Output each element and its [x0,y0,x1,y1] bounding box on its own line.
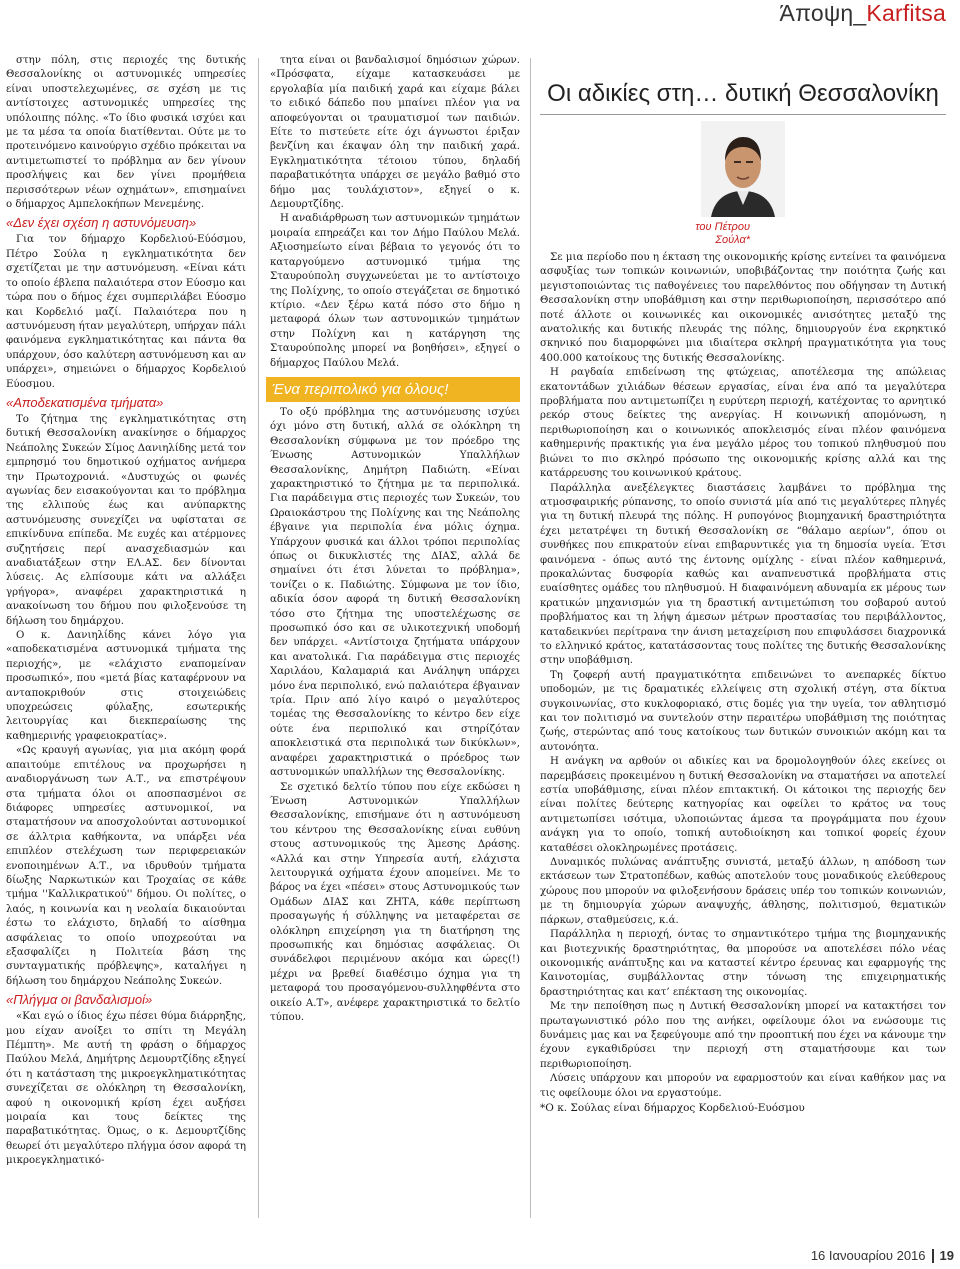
page-number: 19 [939,1248,954,1263]
opinion-paragraph: Δυναμικός πυλώνας ανάπτυξης συνιστά, μεταξύ άλλων, η απόδοση των εκτάσεων των Στρατοπέδων, καθώς αποτελούν τους μοναδικούς ελεύθερους χώρους που μπορούν να φιλοξενήσουν δράσεις υπέρ του τοπικών κοινωνιών, με τη δημιουργία χώρων αναψυχής, άθλησης, πολιτισμού, θεματικών πάρκων, σταθμεύσεις, κ.ά. [540,857,946,926]
opinion-body [540,251,946,1101]
article-column-1 [6,54,246,1169]
body-paragraph: Σε σχετικό δελτίο τύπου που είχε εκδώσει η Ένωση Αστυνομικών Υπαλλήλων Θεσσαλονίκης, επισήμανε ότι η αστυνόμευση του κέντρου της Θεσσαλονίκης είναι ευθύνη στους αστυνομικούς της Άμεσης Δράσης. «Αλλά και στην Υπηρεσία αυτή, ελάχιστα λειτουργικά οχήματα έχουν απομείνει. Με το βάρος να έχει «πέσει» στους Αστυνομικούς των Ομάδων ΔΙΑΣ και ΖΗΤΑ, κάθε περίπτωση προσαγωγής ή σύλληψης να μεταφέρεται σε ολόκληρη επιχείρηση για τη διατήρηση της προσωπικής και δημόσιας ασφάλειας. Οι συνάδελφοι περιμένουν ακόμα και ώρες(!) μέχρι να βρεθεί διαθέσιμο όχημα για τη μεταφορά του προσαγόμενου-συλληφθέντα στο οικείο Α.Τ», ανέφερε χαρακτηριστικά το δελτίο τύπου. [270,781,520,1023]
subheading: «Αποδεκατισμένα τμήματα» [6,394,164,410]
opinion-title: Οι αδικίες στη… δυτική Θεσσαλονίκη [547,80,939,107]
title-rule [540,114,946,115]
issue-date: 16 Ιανουαρίου 2016 [810,1248,926,1263]
subheading: «Πλήγμα οι βανδαλισμοί» [6,992,153,1008]
opinion-paragraph: Η ραγδαία επιδείνωση της φτώχειας, αποτέλεσμα της απώλειας εκατοντάδων χιλιάδων θέσεων εργασίας, είναι ένα από τα μεγαλύτερα προβλήματα που αντιμετωπίζει η ευρύτερη περιοχή, κατέχοντας το αρνητικό ρεκόρ στους δείκτες της ανεργίας. Η κοινωνική απομόνωση, η περιθωριοποίηση και ο κοινωνικός αποκλεισμός είναι πλέον φαινόμενα καθημερινής πρακτικής για ένα μεγάλο μέρος του τοπικού πληθυσμού που βιώνει το πιο σκληρό πρόσωπο της οικονομικής κρίσης αλλά και της κατάρρευσης του κοινωνικού κράτους. [540,367,946,480]
opinion-paragraph: Σε μια περίοδο που η έκταση της οικονομικής κρίσης εντείνει τα φαινόμενα ασφυξίας των τοπικών κοινωνιών, υποβιβάζοντας την ποιότητα ζωής και μεγιστοποιώντας τις παθογένειες του παρελθόντος που οδήγησαν τη Δυτική Θεσσαλονίκη στην υποβάθμιση και στην περιθωριοποίηση, περισσότερο από ποτέ άλλοτε οι κοινωνικές και οικονομικές ανισότητες μεταξύ της ανατολικής και δυτικής πλευράς της πόλης, δημιουργούν ένα εκρηκτικό σκηνικό που διαμορφώνει μια ιδιαίτερα σκληρή πραγματικότητα για τους 400.000 κατοίκους της δυτικής Θεσσαλονίκης. [540,252,946,364]
body-paragraph: τητα είναι οι βανδαλισμοί δημόσιων χώρων. «Πρόσφατα, είχαμε κατασκευάσει με εργολαβία μία παιδική χαρά και είχαμε βάλει το ειδικό δάπεδο που μπαίνει πλέον για να αποφεύγονται οι τραυματισμοί των παιδιών. Είτε το πιστεύετε είτε όχι άγνωστοι έριξαν βενζίνη και έκαψαν όλη την παιδική χαρά. Εγκληματικότητα τέτοιου τύπου, δηλαδή παραβατικότητα υπάρχει σε μεγάλο βαθμό στο δήμο μας τουλάχιστον», εξηγεί ο κ. Δεμουρτζίδης. [270,55,520,211]
callout-heading: Ένα περιπολικό για όλους! [272,380,449,398]
opinion-paragraph: Λύσεις υπάρχουν και μπορούν να εφαρμοστούν και είναι καθήκον μας να τις οφείλουμε όλοι να εργαστούμε. [540,1073,946,1099]
page-header [780,0,946,36]
opinion-column [540,70,946,1115]
opinion-paragraph: Παράλληλα ανεξέλεγκτες διαστάσεις λαμβάνει το πρόβλημα της ατμοσφαιρικής ρύπανσης, το οποίο συνιστά μία από τις μεγαλύτερες πληγές για τη δυτική πλευρά της πόλης. Η ρυπογόνος βιομηχανική δραστηριότητα έχει μετατρέψει τη δυτική Θεσσαλονίκη σε “θάλαμο αερίων”, όπου οι συνθήκες που επικρατούν είναι επιβαρυντικές για τη δημοσία υγεία. Έτσι φαινόμενα - όπως αυτό της έντονης ομίχλης - είναι πλέον καθημερινά, προκαλώντας δυσφορία καθώς και αναπνευστικά προβλήματα στις ευαίσθητες ομάδες του πληθυσμού. Η διαφαινόμενη αδυναμία εκ μέρους των κρατικών μηχανισμών για τη δραστική αντιμετώπιση του σοβαρού αυτού προβλήματος και τη λήψη άμεσων μέτρων προστασίας του περιβάλλοντος, καταδεικνύει περίτρανα την άνιση μεταχείριση που επιφυλάσσει διαχρονικά το ελληνικό κράτος, κατατάσσοντας τους πολίτες της δυτικής Θεσσαλονίκης στην υποβάθμιση. [540,482,946,667]
author-byline: του Πέτρου Σούλα* [695,221,750,246]
body-paragraph: Για τον δήμαρχο Κορδελιού-Εύόσμου, Πέτρο Σούλα η εγκληματικότητα δεν σχετίζεται με την αστυνόμευση. «Είναι κάτι το οποίο έβλεπα παλαιότερα στον Εύοσμο και τώρα που ο δήμος έχει συμπεριλάβει Εύοσμο και Κορδελιό μαζί. Παλαιότερα που η αστυνόμευση ήταν μεγαλύτερη, υπήρχαν πάλι φαινόμενα εγκληματικότητας και πάντα θα υπάρχουν, όσο καλύτερη αστυνόμευση και αν υπάρχει», σημειώνει ο δήμαρχος Κορδελιού Εύοσμου. [6,234,246,390]
column-divider [530,58,531,1218]
page-footer [811,1248,954,1263]
body-paragraph: στην πόλη, στις περιοχές της δυτικής Θεσσαλονίκης οι αστυνομικές υπηρεσίες είναι υποστελεχωμένες, σε σχέση με τις αντίστοιχες αστυνομικές υπηρεσίες της υπόλοιπης πόλης. «Το ίδιο φυσικά ισχύει και με τα μέσα τα οποία διατίθενται. Ούτε με το προτεινόμενο καινούργιο σχέδιο πρόκειται να αντιμετωπιστεί το πρόβλημα αν δεν γίνουν προσλήψεις και δεν γίνει προμήθεια περισσότερων νέων οχημάτων», επισημαίνει ο δήμαρχος Αμπελοκήπων Μενεμένης. [6,55,246,211]
opinion-paragraph: Τη ζοφερή αυτή πραγματικότητα επιδεινώνει το ανεπαρκές δίκτυο υποδομών, με τις δραματικές ελλείψεις στη σχολική στέγη, στα δίκτυα συγκοινωνίας, στο κυκλοφοριακό, στις δομές για την υγεία, τον αθλητισμό και τον πολιτισμό να συντελούν στην περαιτέρω υποβάθμιση της ποιότητας ζωής, στερώντας από τους κατοίκους των δυτικών συνοικιών ακόμη και τα αυτονόητα. [540,669,946,753]
section-title: Άποψη_Karfitsa [779,0,946,26]
subheading: «Δεν έχει σχέση η αστυνόμευση» [6,215,197,231]
author-portrait [701,121,785,217]
callout-box [266,377,520,402]
body-paragraph: Το ζήτημα της εγκληματικότητας στη δυτική Θεσσαλονίκη ανακίνησε ο δήμαρχος Νεάπολης Συκεών Σίμος Δανιηλίδης μετά τον εμπρησμό του δημοτικού οχήματος ανήμερα την Πρωτοχρονιά. «Δυστυχώς οι φωνές αγωνίας δεν εισακούγονται και το πρόβλημα της ελλιπούς έως και ανύπαρκτης αστυνόμευσης συνεχίζει να υφίσταται σε επικίνδυνα επίπεδα. Με ευχές και ατέρμονες συζητήσεις περί ανασχεδιασμών και αναδιατάξεων στην ΕΛ.ΑΣ. δεν δίνονται λύσεις. Ας ελπίσουμε κάτι να αλλάξει γρήγορα», αναφέρει χαρακτηριστικά η ανακοίνωση του δήμου που φιλοξενούσε τη δήλωση του δημάρχου. [6,413,246,627]
opinion-paragraph: Παράλληλα η περιοχή, όντας το σημαντικότερο τμήμα της βιομηχανικής και βιοτεχνικής δραστηριότητας, θα μπορούσε να αποτελέσει πόλο νέας οικονομικής ανάπτυξης και να καταστεί κέντρο έρευνας και εφαρμογής της Καινοτομίας, συμβάλλοντας στην τόνωση της επιχειρηματικής δραστηριότητας και κατ’ επέκταση της οικονομίας. [540,929,946,998]
body-paragraph: «Ως κραυγή αγωνίας, για μια ακόμη φορά απαιτούμε επιτέλους να προχωρήσει η αναδιοργάνωση των Α.Τ., να επιστρέψουν στα τμήματα όλοι οι αποσπασμένοι σε διάφορες υπηρεσίες αστυνομικοί, να σταματήσουν να αποσχολούνται αστυνομικοί σε άλλτρια καθήκοντα, να υπάρξει νέα επιπλέον στελέχωση των περιφερειακών ενοποιημένων Α.Τ., να ιδρυθούν τμήματα δίωξης Ναρκωτικών και Τροχαίας σε κάθε τμήμα ''Καλλικρατικού'' δήμου. Οι πολίτες, ο λαός, η κοινωνία και η νεολαία δικαιούνται έστω το ελάχιστο, δηλαδή το αίσθημα ασφάλειας το οποίο υποχρεούται να εξασφαλίζει η Πολιτεία βάση της συνταγματικής πρόβλεψης», καταλήγει η δήλωση του δημάρχου Νεάπολης Συκεών. [6,745,246,987]
body-paragraph: Η αναδιάρθρωση των αστυνομικών τμημάτων μοιραία επηρεάζει και τον Δήμο Παύλου Μελά. Αξιοσημείωτο είναι βέβαια το γεγονός ότι το καταργούμενο αστυνομικό τμήμα της Σταυρούπολη συγχωνεύεται με το αντίστοιχο της Πολίχνης, το οποίο στεγάζεται σε δημοτικό κτίριο. «Δεν ξέρω κατά πόσο στο δήμο η μεταφορά όλων των αστυνομικών τμημάτων στην Πολίχνη και η κατάργηση της Σταυρούπολης μπορεί να βοηθήσει», εξηγεί ο δήμαρχος Παύλου Μελά. [270,213,520,369]
body-paragraph: Το οξύ πρόβλημα της αστυνόμευσης ισχύει όχι μόνο στη δυτική, αλλά σε ολόκληρη τη Θεσσαλονίκη σύμφωνα με τον πρόεδρο της Ένωσης Αστυνομικών Υπαλλήλων Θεσσαλονίκης, Δημήτρη Παδιώτη. «Είναι χαρακτηριστικό το ζήτημα με τα περιπολικά. Για παράδειγμα στις περιοχές των Συκεών, του Ωραιοκάστρου της Πολίχνης και της Νεάπολης έβγαινε για περιπολία ένα μόλις όχημα. Υπάρχουν φυσικά και άλλοι τρόποι περιπολίας όπως οι δικυκλιστές της ΔΙΑΣ, αλλά δε σημαίνει ότι έτσι λύνεται το πρόβλημα», τονίζει ο κ. Παδιώτης. Σύμφωνα με τον ίδιο, αδικία όσον αφορά τη δυτική Θεσσαλονίκη τόσο στο ζήτημα της υποστελέχωσης σε προσωπικό όσο και σε υλικοτεχνική υποδομή δεν υπάρχει. «Αντίστοιχα ζητήματα υπάρχουν και ανατολικά. Για παράδειγμα στις περιοχές Χαριλάου, Καλαμαριά και Ανάληψη υπάρχει μόνο ένα περιπολικό, ενώ παλαιότερα έβγαιναν τρία. Πριν από λίγο καιρό ο μεγαλύτερος τομέας της Θεσσαλονίκης το κέντρο δεν είχε ούτε ένα περιπολικό και στηρίζόταν αποκλειστικά στα περιπολικά των δικύκλων», αναφέρει χαρακτηριστικά ο πρόεδρος των αστυνομικών υπαλλήλων της Θεσσαλονίκης. [270,406,520,779]
body-paragraph: «Και εγώ ο ίδιος έχω πέσει θύμα διάρρηξης, μου είχαν ανοίξει το σπίτι τη Μεγάλη Πέμπτη». Με αυτή τη φράση ο δήμαρχος Παύλου Μελά, Δημήτρης Δεμουρτζίδης εξηγεί ότι η κατάσταση της μικροεγκληματικότητας συνεχίζεται σε ολόκληρη τη Θεσσαλονίκη, αφού η οικονομική κρίση έχει αυξήσει μοιραία και τους δείκτες της παραβατικότητας. Όμως, ο κ. Δεμουρτζίδης θεωρεί ότι μεγαλύτερο πλήγμα όσον αφορά τη μικροεγκληματικό- [6,1011,246,1167]
article-column-2 [270,54,520,1025]
body-paragraph: Ο κ. Δανιηλίδης κάνει λόγο για «αποδεκατισμένα αστυνομικά τμήματα της περιοχής», με «ελάχιστο εναπομείναν προσωπικό», που «μετά βίας καταφέρνουν να ανταποκριθούν στις στοιχειώδεις υποχρεώσεις φύλαξης, εσωτερικής λειτουργίας και διεκπεραίωσης της καθημερινής γραφειοκρατίας». [6,630,246,742]
opinion-paragraph: Η ανάγκη να αρθούν οι αδικίες και να δρομολογηθούν όλες εκείνες οι παρεμβάσεις προκειμένου η δυτική Θεσσαλονίκη να σταματήσει να αποτελεί εστία υποβάθμισης, είναι πλέον επιτακτική. Οι κάτοικοι της περιοχής δεν είναι πολίτες δεύτερης κατηγορίας και οφείλει το κράτος να τους αντιμετωπίσει ισότιμα, υλοποιώντας άμεσα τα προγράμματα που έχουν ανάγκη για το οποίο, τοπική αυτοδιοίκηση και τοπικοί φορείς έχουν καταθέσει ολοκληρωμένες προτάσεις. [540,756,946,854]
opinion-paragraph: Με την πεποίθηση πως η Δυτική Θεσσαλονίκη μπορεί να κατακτήσει τον πρωταγωνιστικό ρόλο που της ανήκει, οφείλουμε όλοι να ενώσουμε τις δυνάμεις μας και να ξεφεύγουμε από την προοπτική που έχει να κάνουμε την έχουν εγκαθιδρύσει την περιοχή στη σταματήσουμε και των περιθωριοποίηση. [540,1001,946,1070]
footer-separator [932,1249,934,1263]
column-divider [258,58,259,1218]
author-footnote: *Ο κ. Σούλας είναι δήμαρχος Κορδελιού-Ευόσμου [540,1101,805,1114]
